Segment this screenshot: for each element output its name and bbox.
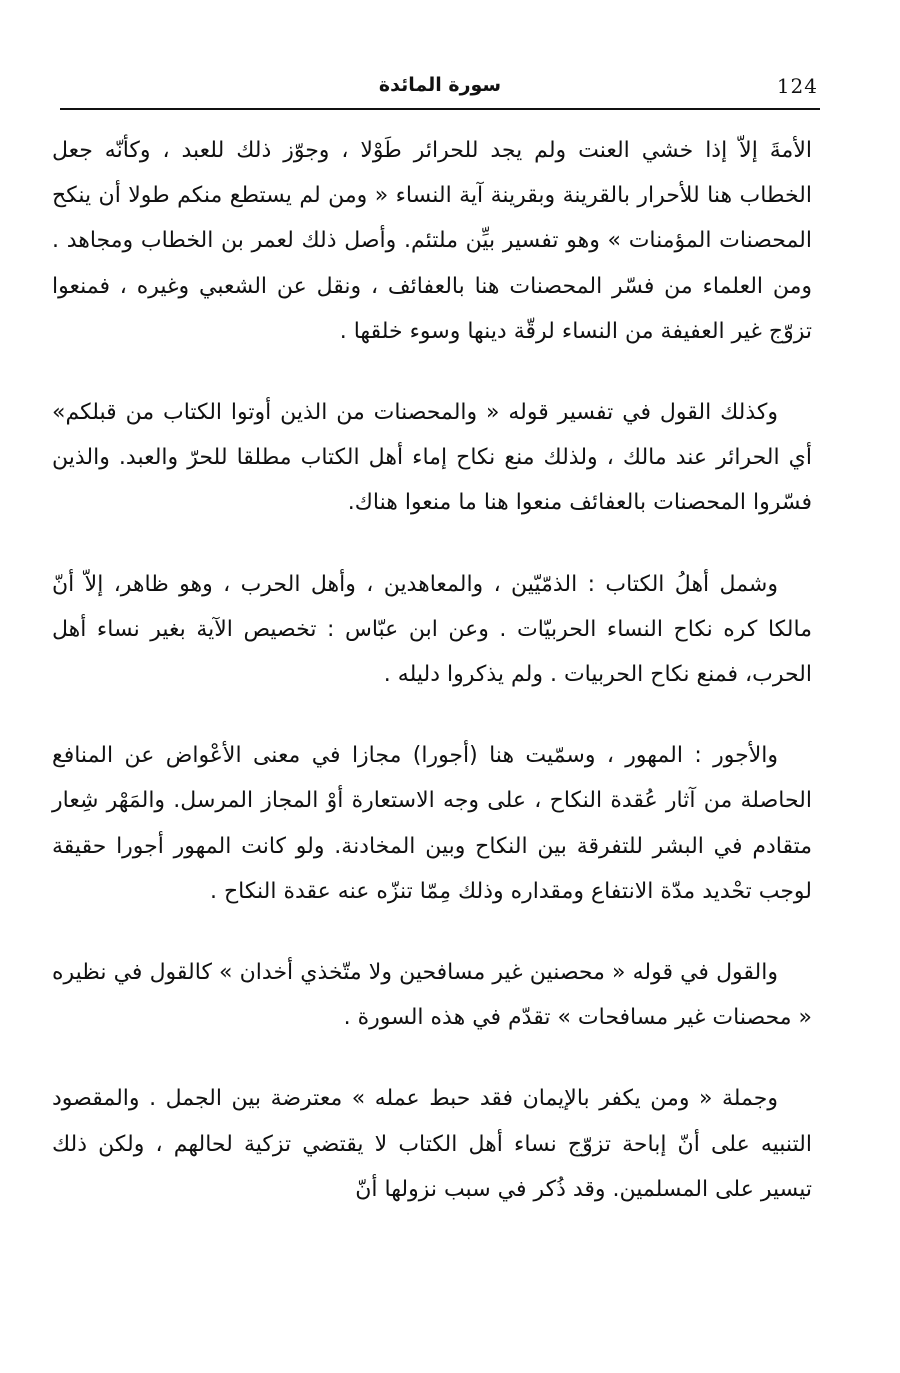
paragraph: وكذلك القول في تفسير قوله « والمحصنات من الذين أوتوا الكتاب من قبلكم» أي الحرائر عند مالك ، ولذلك منع نكاح إماء أهل الكتاب مطلقا للحرّ والعبد. والذين فسّروا المحصنات بالعفائف منعوا هنا ما منعوا هناك. — [52, 400, 812, 516]
paragraph-continuation: الأمةَ إلاّ إذا خشي العنت ولم يجد للحرائر طَوْلا ، وجوّز ذلك للعبد ، وكأنّه جعل الخطاب هنا للأحرار بالقرينة وبقرينة آية النساء « ومن لم يستطع منكم طولا أن ينكح المحصنات المؤمنات » وهو تفسير بيِّن ملتئم. وأصل ذلك لعمر بن الخطاب ومجاهد . ومن العلماء من فسّر المحصنات هنا بالعفائف ، ونقل عن الشعبي وغيره ، فمنعوا تزوّج غير العفيفة من النساء لرقّة دينها وسوء خلقها . — [52, 138, 812, 344]
page-body — [52, 128, 812, 1212]
page-number: 124 — [776, 74, 818, 98]
paragraph: والأجور : المهور ، وسمّيت هنا (أجورا) مجازا في معنى الأعْواض عن المنافع الحاصلة من آثار عُقدة النكاح ، على وجه الاستعارة أوْ المجاز المرسل. والمَهْر شِعار متقادم في البشر للتفرقة بين النكاح وبين المخادنة. ولو كانت المهور أجورا حقيقة لوجب تحْديد مدّة الانتفاع ومقداره وذلك مِمّا تنزّه عنه عقدة النكاح . — [52, 743, 812, 904]
running-title: سورة المائدة — [378, 74, 502, 96]
header-rule — [60, 108, 820, 110]
paragraph: وشمل أهلُ الكتاب : الذمّيّين ، والمعاهدين ، وأهل الحرب ، وهو ظاهر، إلاّ أنّ مالكا كره نكاح النساء الحربيّات . وعن ابن عبّاس : تخصيص الآية بغير نساء أهل الحرب، فمنع نكاح الحربيات . ولم يذكروا دليله . — [52, 571, 812, 688]
page-header — [60, 68, 820, 108]
paragraph: والقول في قوله « محصنين غير مسافحين ولا متّخذي أخدان » كالقول في نظيره « محصنات غير مسافحات » تقدّم في هذه السورة . — [52, 960, 812, 1031]
paragraph: وجملة « ومن يكفر بالإيمان فقد حبط عمله » معترضة بين الجمل . والمقصود التنبيه على أنّ إباحة تزوّج نساء أهل الكتاب لا يقتضي تزكية لحالهم ، ولكن ذلك تيسير على المسلمين. وقد ذُكر في سبب نزولها أنّ — [52, 1086, 812, 1202]
